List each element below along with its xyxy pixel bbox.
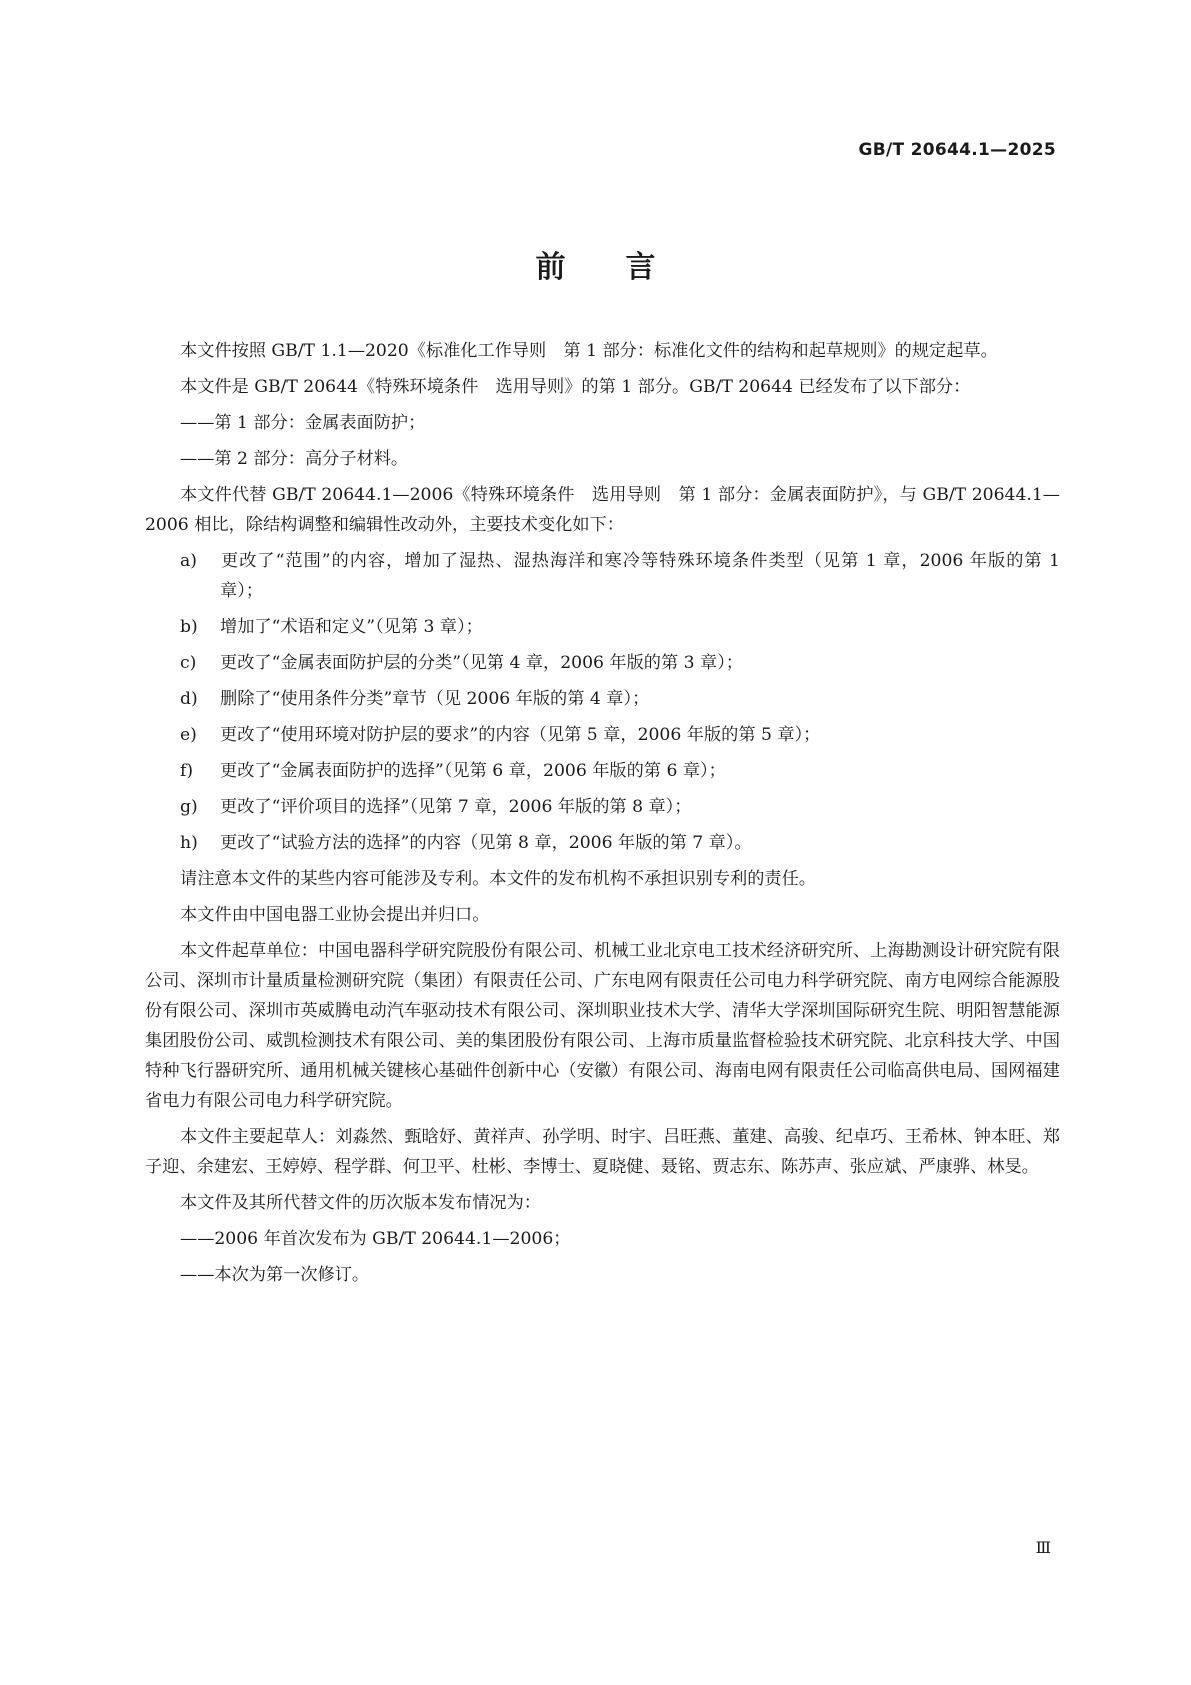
change-item	[145, 720, 1060, 750]
change-text: 更改了“试验方法的选择”的内容（见第 8 章，2006 年版的第 7 章）。	[220, 833, 752, 853]
change-item	[145, 828, 1060, 858]
document-body	[145, 336, 1060, 1296]
change-marker: d)	[180, 689, 198, 709]
page-number: Ⅲ	[1035, 1538, 1051, 1557]
change-marker: c)	[180, 653, 197, 673]
change-marker: b)	[180, 617, 198, 637]
change-marker: a)	[180, 551, 197, 571]
change-item	[145, 546, 1060, 606]
change-marker: e)	[180, 725, 197, 745]
change-item	[145, 612, 1060, 642]
history-list-item: ——2006 年首次发布为 GB/T 20644.1—2006；	[180, 1229, 571, 1249]
change-text: 增加了“术语和定义”（见第 3 章）；	[220, 617, 483, 637]
history-list-item: ——本次为第一次修订。	[180, 1265, 370, 1285]
change-text: 更改了“评价项目的选择”（见第 7 章，2006 年版的第 8 章）；	[220, 797, 692, 817]
change-text: 更改了“金属表面防护的选择”（见第 6 章，2006 年版的第 6 章）；	[220, 761, 726, 781]
change-text: 更改了“金属表面防护层的分类”（见第 4 章，2006 年版的第 3 章）；	[220, 653, 743, 673]
change-item	[145, 756, 1060, 786]
page-title: 前言	[535, 250, 716, 285]
paragraph-drafting-rules: 本文件按照 GB/T 1.1—2020《标准化工作导则 第 1 部分：标准化文件的结构和起草规则》的规定起草。	[180, 341, 998, 361]
paragraph-history-intro: 本文件及其所代替文件的历次版本发布情况为：	[180, 1193, 541, 1213]
change-marker: f)	[180, 761, 194, 781]
standard-number: GB/T 20644.1—2025	[858, 140, 1056, 160]
change-item	[145, 648, 1060, 678]
part-list-item: ——第 1 部分：金属表面防护；	[180, 413, 426, 433]
change-marker: g)	[180, 797, 198, 817]
paragraph-patent-notice: 请注意本文件的某些内容可能涉及专利。本文件的发布机构不承担识别专利的责任。	[180, 869, 816, 889]
paragraph-drafters: 本文件主要起草人：刘淼然、甄晗妤、黄祥声、孙学明、时宇、吕旺燕、董建、高骏、纪卓巧、王希林、钟本旺、郑子迎、余建宏、王婷婷、程学群、何卫平、杜彬、李博士、夏晓健、聂铭、贾志东、陈苏声、张应斌、严康骅、林旻。	[145, 1127, 1060, 1177]
paragraph-part-info: 本文件是 GB/T 20644《特殊环境条件 选用导则》的第 1 部分。GB/T 20644 已经发布了以下部分：	[180, 377, 971, 397]
change-marker: h)	[180, 833, 198, 853]
change-text: 更改了“范围”的内容，增加了湿热、湿热海洋和寒冷等特殊环境条件类型（见第 1 章，2006 年版的第 1 章）；	[220, 551, 1060, 601]
change-text: 删除了“使用条件分类”章节（见 2006 年版的第 4 章）；	[220, 689, 650, 709]
change-item	[145, 684, 1060, 714]
paragraph-replacement: 本文件代替 GB/T 20644.1—2006《特殊环境条件 选用导则 第 1 部分：金属表面防护》，与 GB/T 20644.1—2006 相比，除结构调整和编辑性改动外，主要技术变化如下：	[145, 485, 1060, 535]
part-list-item: ——第 2 部分：高分子材料。	[180, 449, 409, 469]
paragraph-proposer: 本文件由中国电器工业协会提出并归口。	[180, 905, 490, 925]
paragraph-drafting-units: 本文件起草单位：中国电器科学研究院股份有限公司、机械工业北京电工技术经济研究所、上海勘测设计研究院有限公司、深圳市计量质量检测研究院（集团）有限责任公司、广东电网有限责任公司电力科学研究院、南方电网综合能源股份有限公司、深圳市英威腾电动汽车驱动技术有限公司、深圳职业技术大学、清华大学深圳国际研究生院、明阳智慧能源集团股份公司、威凯检测技术有限公司、美的集团股份有限公司、上海市质量监督检验技术研究院、北京科技大学、中国特种飞行器研究所、通用机械关键核心基础件创新中心（安徽）有限公司、海南电网有限责任公司临高供电局、国网福建省电力有限公司电力科学研究院。	[145, 941, 1060, 1111]
change-text: 更改了“使用环境对防护层的要求”的内容（见第 5 章，2006 年版的第 5 章）；	[220, 725, 821, 745]
change-item	[145, 792, 1060, 822]
